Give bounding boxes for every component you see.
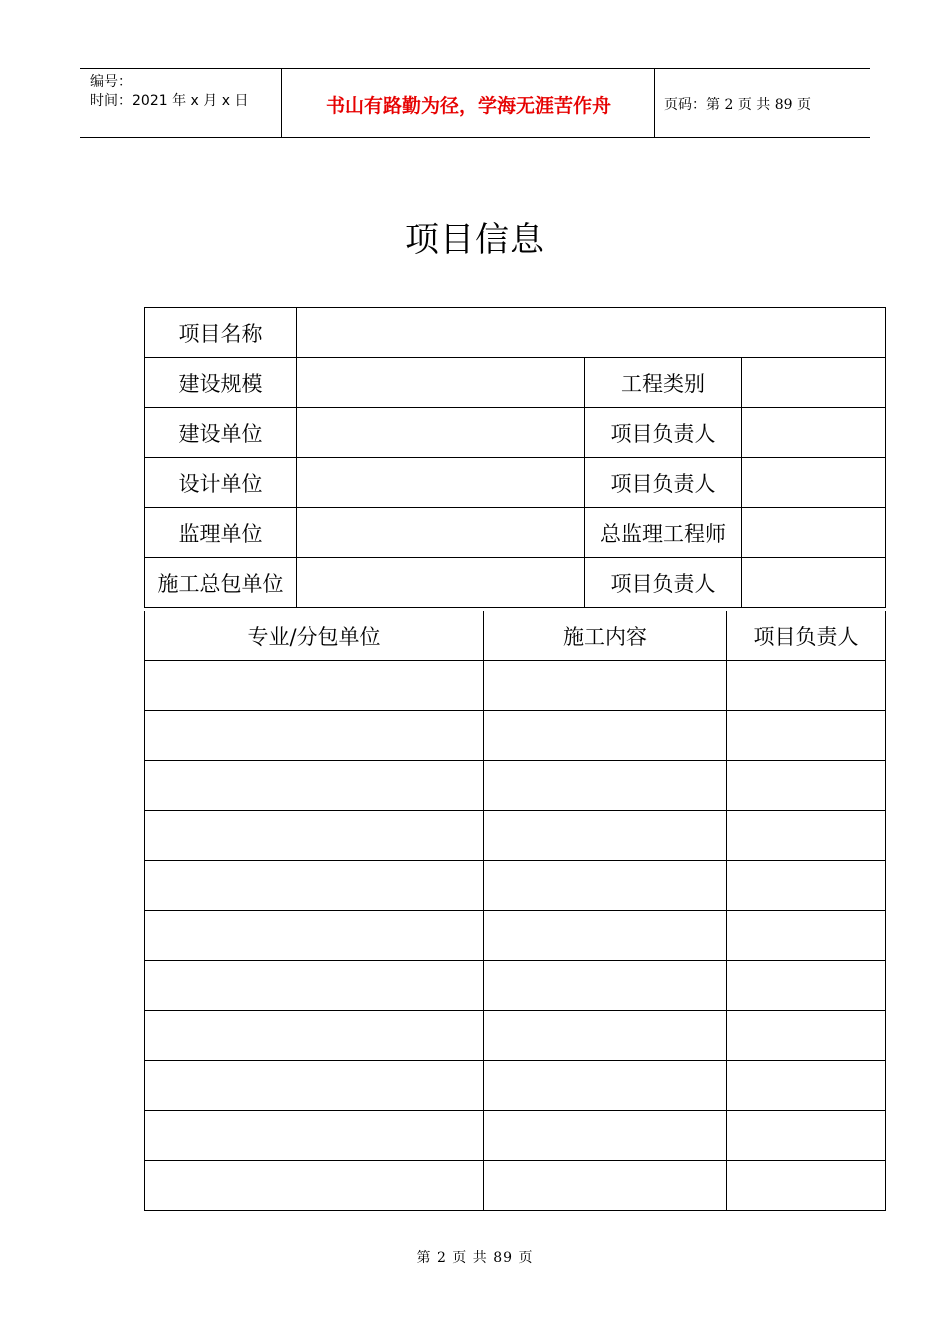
page-title: 项目信息: [405, 220, 545, 260]
table-row: [145, 508, 886, 558]
column-header: 项目负责人: [727, 611, 886, 661]
table-cell[interactable]: [145, 1061, 484, 1111]
header-meta: [90, 73, 248, 111]
table-cell[interactable]: [727, 961, 886, 1011]
table-row: [145, 458, 886, 508]
table-cell[interactable]: [727, 861, 886, 911]
build-scale-value[interactable]: [297, 358, 585, 408]
table-cell[interactable]: [727, 1111, 886, 1161]
motto-text: 书山有路勤为径，学海无涯苦作舟: [325, 95, 611, 117]
number-label: 编号：: [90, 74, 132, 90]
table-cell[interactable]: [727, 1161, 886, 1211]
project-name-value[interactable]: [297, 308, 886, 358]
table-cell[interactable]: [484, 961, 727, 1011]
general-contractor-label: 施工总包单位: [145, 558, 297, 608]
column-header: 专业/分包单位: [145, 611, 484, 661]
table-cell[interactable]: [727, 911, 886, 961]
table-row: [145, 408, 886, 458]
page-footer: 第 2 页 共 89 页: [416, 1250, 534, 1266]
table-cell[interactable]: [484, 761, 727, 811]
table-cell[interactable]: [484, 711, 727, 761]
table-row: [145, 558, 886, 608]
table-row: [145, 358, 886, 408]
table-cell[interactable]: [484, 911, 727, 961]
project-leader-label: 项目负责人: [585, 558, 742, 608]
project-name-label: 项目名称: [145, 308, 297, 358]
project-info-table: [144, 307, 886, 608]
chief-supervisor-label: 总监理工程师: [585, 508, 742, 558]
table-row: [145, 761, 886, 811]
table-cell[interactable]: [145, 761, 484, 811]
document-header: [80, 68, 870, 138]
table-row: [145, 1111, 886, 1161]
table-cell[interactable]: [145, 811, 484, 861]
table-header-row: [145, 611, 886, 661]
table-row: [145, 1061, 886, 1111]
table-cell[interactable]: [484, 661, 727, 711]
design-unit-label: 设计单位: [145, 458, 297, 508]
table-row: [145, 711, 886, 761]
table-cell[interactable]: [145, 961, 484, 1011]
subcontractor-table: [144, 611, 886, 1211]
table-cell[interactable]: [145, 911, 484, 961]
general-contractor-value[interactable]: [297, 558, 585, 608]
table-cell[interactable]: [484, 1061, 727, 1111]
table-cell[interactable]: [727, 1061, 886, 1111]
table-row: [145, 1011, 886, 1061]
table-cell[interactable]: [727, 661, 886, 711]
table-cell[interactable]: [484, 1111, 727, 1161]
eng-category-label: 工程类别: [585, 358, 742, 408]
table-row: [145, 961, 886, 1011]
build-unit-label: 建设单位: [145, 408, 297, 458]
table-cell[interactable]: [145, 1111, 484, 1161]
table-cell[interactable]: [145, 1161, 484, 1211]
table-cell[interactable]: [145, 861, 484, 911]
table-cell[interactable]: [727, 761, 886, 811]
table-cell[interactable]: [145, 661, 484, 711]
table-cell[interactable]: [484, 811, 727, 861]
supervise-unit-value[interactable]: [297, 508, 585, 558]
page-mid: 页 共: [737, 97, 771, 113]
page-suffix: 页: [797, 97, 812, 113]
table-row: [145, 861, 886, 911]
page-total: 89: [774, 97, 793, 113]
page-prefix: 页码：第: [664, 97, 720, 113]
table-cell[interactable]: [484, 1011, 727, 1061]
table-cell[interactable]: [727, 711, 886, 761]
table-cell[interactable]: [145, 711, 484, 761]
supervise-unit-label: 监理单位: [145, 508, 297, 558]
column-header: 施工内容: [484, 611, 727, 661]
table-cell[interactable]: [484, 1161, 727, 1211]
table-cell[interactable]: [145, 1011, 484, 1061]
project-leader-value[interactable]: [742, 458, 886, 508]
table-row: [145, 661, 886, 711]
build-scale-label: 建设规模: [145, 358, 297, 408]
table-cell[interactable]: [727, 1011, 886, 1061]
project-leader-label: 项目负责人: [585, 458, 742, 508]
time-label: 时间：2021 年 x 月 x 日: [90, 93, 249, 109]
design-unit-value[interactable]: [297, 458, 585, 508]
table-row: [145, 811, 886, 861]
table-row: [145, 1161, 886, 1211]
page-current: 2: [724, 97, 734, 113]
table-cell[interactable]: [727, 811, 886, 861]
page-indicator: [664, 94, 811, 114]
table-row: [145, 308, 886, 358]
build-unit-value[interactable]: [297, 408, 585, 458]
table-cell[interactable]: [484, 861, 727, 911]
project-leader-label: 项目负责人: [585, 408, 742, 458]
table-row: [145, 911, 886, 961]
project-leader-value[interactable]: [742, 558, 886, 608]
eng-category-value[interactable]: [742, 358, 886, 408]
chief-supervisor-value[interactable]: [742, 508, 886, 558]
project-leader-value[interactable]: [742, 408, 886, 458]
